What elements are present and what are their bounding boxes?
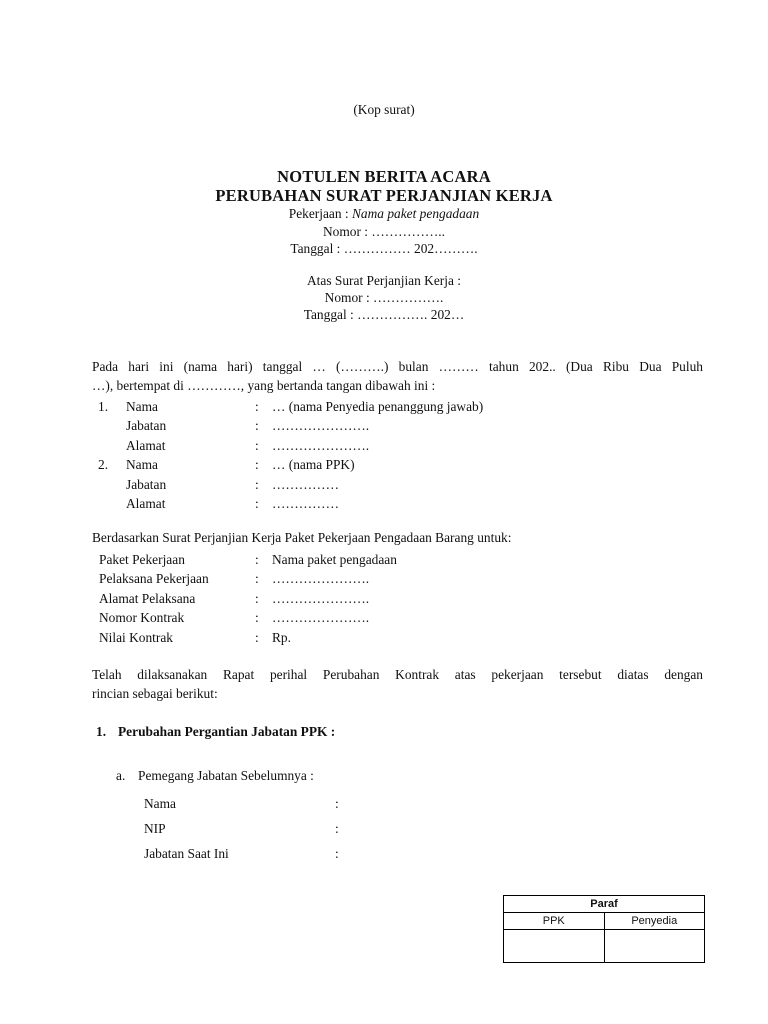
section-1-title: Perubahan Pergantian Jabatan PPK : — [118, 724, 336, 739]
signer-field-label: Nama — [126, 399, 158, 414]
opening-line-1: Pada hari ini (nama hari) tanggal … (……….) bulan ……… tahun 202.. (Dua Ribu Dua Puluh — [92, 359, 703, 374]
signer-field-label: Jabatan — [126, 418, 167, 434]
document-title-line2: PERUBAHAN SURAT PERJANJIAN KERJA — [215, 186, 553, 205]
contract-field-value: Rp. — [272, 629, 291, 645]
telah-line-1: Telah dilaksanakan Rapat perihal Perubahan Kontrak atas pekerjaan tersebut diatas dengan — [92, 667, 703, 682]
tanggal-line: Tanggal : …………… 202………. — [290, 241, 478, 256]
contract-field-value: Nama paket pengadaan — [272, 552, 397, 567]
previous-field-label: NIP — [144, 821, 166, 836]
pekerjaan-value: Nama paket pengadaan — [352, 206, 480, 221]
signer-colon: : — [255, 418, 259, 434]
signer-number: 1. — [98, 399, 109, 414]
paraf-ppk-header: PPK — [504, 913, 605, 930]
previous-colon: : — [335, 846, 339, 861]
signer-colon: : — [255, 496, 259, 511]
signer-colon: : — [255, 437, 259, 453]
contract-field-value: …………………. — [272, 590, 370, 606]
signer-colon: : — [255, 476, 259, 492]
signer-field-value: … (nama PPK) — [272, 457, 355, 473]
spk-nomor-line: Nomor : ……………. — [324, 290, 444, 305]
atas-spk-line: Atas Surat Perjanjian Kerja : — [307, 273, 461, 288]
signer-field-value: …………………. — [272, 418, 370, 434]
previous-field-label: Jabatan Saat Ini — [144, 846, 229, 861]
previous-colon: : — [335, 796, 339, 811]
contract-field-label: Alamat Pelaksana — [99, 590, 196, 606]
previous-colon: : — [335, 821, 339, 836]
signer-field-label: Alamat — [126, 496, 166, 511]
signer-field-label: Alamat — [126, 437, 166, 453]
contract-field-label: Nomor Kontrak — [99, 610, 185, 626]
contract-colon: : — [255, 610, 259, 626]
section-1-number: 1. — [96, 724, 107, 739]
telah-paragraph — [92, 665, 703, 703]
contract-field-label: Paket Pekerjaan — [99, 552, 185, 567]
paraf-table — [503, 895, 705, 963]
contract-colon: : — [255, 571, 259, 587]
signer-field-value: … (nama Penyedia penanggung jawab) — [272, 399, 484, 414]
document-title-line1: NOTULEN BERITA ACARA — [277, 167, 491, 186]
pekerjaan-label: Pekerjaan : — [288, 206, 352, 221]
nomor-line: Nomor : …………….. — [323, 224, 445, 239]
signer-number: 2. — [98, 457, 109, 473]
kop-surat: (Kop surat) — [353, 102, 415, 117]
paraf-ppk-cell — [504, 930, 605, 963]
signer-colon: : — [255, 399, 259, 414]
paraf-penyedia-cell — [604, 930, 705, 963]
contract-colon: : — [255, 629, 259, 645]
signer-field-value: …………………. — [272, 437, 370, 453]
signer-field-value: …………… — [272, 496, 339, 511]
contract-field-value: …………………. — [272, 610, 370, 626]
spk-tanggal-line: Tanggal : ……………. 202… — [303, 307, 465, 322]
previous-field-label: Nama — [144, 796, 176, 811]
opening-paragraph — [92, 357, 703, 395]
sub-a-letter: a. — [116, 768, 126, 783]
signer-field-label: Nama — [126, 457, 158, 473]
paraf-title: Paraf — [504, 896, 705, 913]
contract-field-label: Pelaksana Pekerjaan — [99, 571, 209, 587]
contract-field-value: …………………. — [272, 571, 370, 587]
sub-a-title: Pemegang Jabatan Sebelumnya : — [138, 768, 314, 783]
opening-line-2: …), bertempat di …………, yang bertanda tangan dibawah ini : — [92, 378, 436, 393]
telah-line-2: rincian sebagai berikut: — [92, 686, 218, 701]
pekerjaan-line — [0, 206, 768, 222]
berdasarkan-line: Berdasarkan Surat Perjanjian Kerja Paket Pekerjaan Pengadaan Barang untuk: — [92, 530, 512, 545]
signer-field-label: Jabatan — [126, 476, 167, 492]
contract-colon: : — [255, 552, 259, 567]
contract-field-label: Nilai Kontrak — [99, 629, 174, 645]
contract-colon: : — [255, 590, 259, 606]
signer-field-value: …………… — [272, 476, 339, 492]
paraf-penyedia-header: Penyedia — [604, 913, 705, 930]
signer-colon: : — [255, 457, 259, 473]
